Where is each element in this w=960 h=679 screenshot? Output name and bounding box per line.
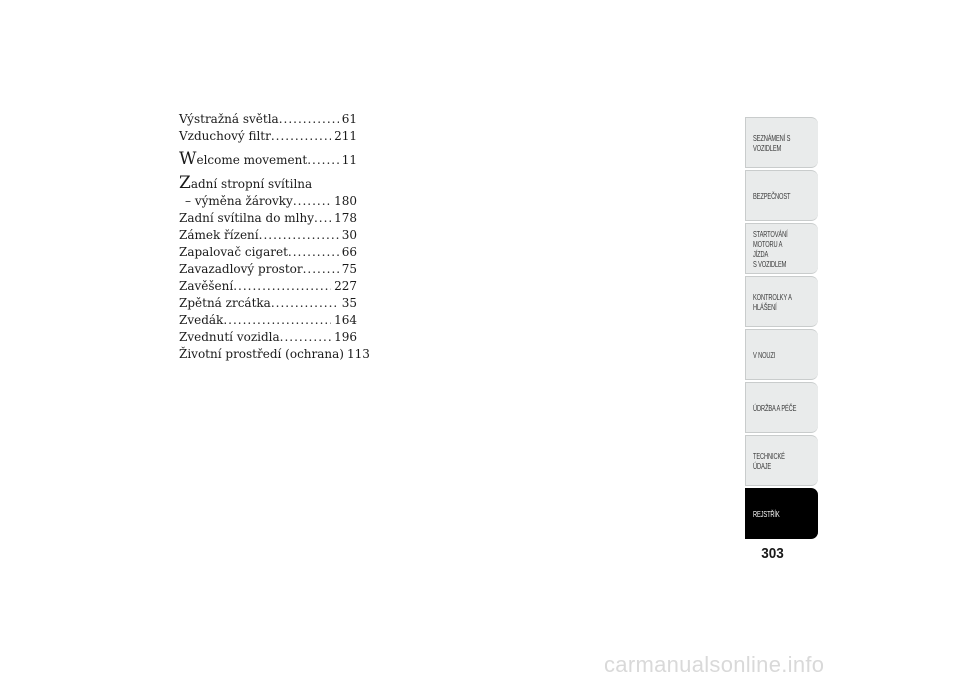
tab-label-line: TECHNICKÉ (753, 450, 785, 461)
tab-label (753, 451, 792, 471)
tab-bezpecnost[interactable] (745, 170, 818, 221)
leader-dots (293, 193, 331, 210)
tab-rejstrik[interactable] (745, 488, 818, 539)
entry-label: Zvednutí vozidla (179, 330, 280, 344)
entry-page: 211 (334, 129, 357, 143)
entry-label: Zavěšení (179, 279, 234, 293)
tab-label-line: SEZNÁMENÍ S (753, 132, 791, 143)
index-entry[interactable] (179, 329, 357, 346)
entry-label: Vzduchový filtr (179, 129, 271, 143)
tab-label-line: STARTOVÁNÍ (753, 228, 788, 239)
index-entry[interactable] (179, 151, 357, 169)
index-entry[interactable] (179, 175, 357, 193)
tab-udrzba-a-pece[interactable] (745, 382, 818, 433)
leader-dots (280, 329, 331, 346)
tab-label-line: V NOUZI (753, 349, 776, 360)
entry-label-rest: adní stropní svítilna (190, 177, 313, 191)
section-initial: W (179, 149, 197, 169)
index-entry[interactable] (179, 346, 370, 363)
section-initial: Z (179, 173, 191, 193)
tab-label-line: VOZIDLEM (753, 142, 782, 153)
tab-startovani-motoru[interactable] (745, 223, 818, 274)
index-entry[interactable] (179, 210, 357, 227)
entry-page: 227 (334, 279, 357, 293)
entry-label (179, 175, 312, 193)
tab-label-line: KONTROLKY A (753, 291, 792, 302)
tab-label-line: S VOZIDLEM (753, 258, 787, 269)
index-entry[interactable] (179, 227, 357, 244)
tab-label-line: ÚDAJE (753, 460, 772, 471)
index-entry[interactable] (179, 111, 357, 128)
index-entry[interactable] (179, 278, 357, 295)
index-entry[interactable] (179, 261, 357, 278)
leader-dots (314, 210, 331, 227)
entry-label-rest: elcome movement (196, 153, 308, 167)
tab-label (753, 229, 806, 269)
leader-dots (233, 278, 331, 295)
index-entry[interactable] (179, 312, 357, 329)
tab-label (753, 350, 780, 360)
entry-page: 113 (347, 347, 370, 361)
entry-page: 11 (341, 153, 357, 167)
entry-label: Zvedák (179, 313, 224, 327)
tab-label (753, 403, 806, 413)
tab-label (753, 191, 799, 201)
tab-label-line: ÚDRŽBA A PÉČE (753, 402, 797, 413)
tab-technicke-udaje[interactable] (745, 435, 818, 486)
leader-dots (259, 227, 339, 244)
watermark: carmanualsonline.info (604, 652, 825, 677)
leader-dots (279, 111, 339, 128)
entry-page: 61 (341, 112, 357, 126)
tab-label-line: HLÁŠENÍ (753, 301, 777, 312)
leader-dots (303, 261, 339, 278)
tab-kontrolky-a-hlaseni[interactable] (745, 276, 818, 327)
entry-label: Zavazadlový prostor (179, 262, 303, 276)
entry-page: 196 (334, 330, 357, 344)
entry-label: Zadní svítilna do mlhy (179, 211, 314, 225)
entry-page: 66 (341, 245, 357, 259)
leader-dots (288, 244, 339, 261)
index-list (179, 111, 370, 363)
entry-page: 75 (341, 262, 357, 276)
entry-label (179, 151, 307, 169)
leader-dots (271, 295, 339, 312)
entry-page: 35 (341, 296, 357, 310)
leader-dots (271, 128, 331, 145)
entry-page: 30 (341, 228, 357, 242)
entry-page: 180 (334, 194, 357, 208)
entry-label: Výstražná světla (179, 112, 279, 126)
entry-label: – výměna žárovky (185, 194, 293, 208)
leader-dots (307, 152, 339, 169)
entry-label: Životní prostředí (ochrana) (179, 347, 344, 361)
index-entry[interactable] (179, 295, 357, 312)
chapter-tabs (745, 117, 818, 541)
entry-label: Zpětná zrcátka (179, 296, 271, 310)
entry-label: Zámek řízení (179, 228, 259, 242)
tab-label (753, 133, 798, 153)
index-entry[interactable] (179, 128, 357, 145)
entry-label: Zapalovač cigaret (179, 245, 288, 259)
entry-page: 164 (334, 313, 357, 327)
tab-label-line: BEZPEČNOST (753, 190, 791, 201)
page-number: 303 (761, 545, 784, 562)
tab-label (753, 509, 785, 519)
tab-v-nouzi[interactable] (745, 329, 818, 380)
entry-page: 178 (334, 211, 357, 225)
leader-dots (223, 312, 331, 329)
tab-label (753, 292, 800, 312)
tab-label-line: REJSTŘÍK (753, 508, 780, 519)
tab-seznameni-s-vozidlem[interactable] (745, 117, 818, 168)
index-entry[interactable] (179, 244, 357, 261)
index-subentry[interactable] (179, 193, 357, 210)
tab-label-line: MOTORU A JÍZDA (753, 238, 782, 259)
